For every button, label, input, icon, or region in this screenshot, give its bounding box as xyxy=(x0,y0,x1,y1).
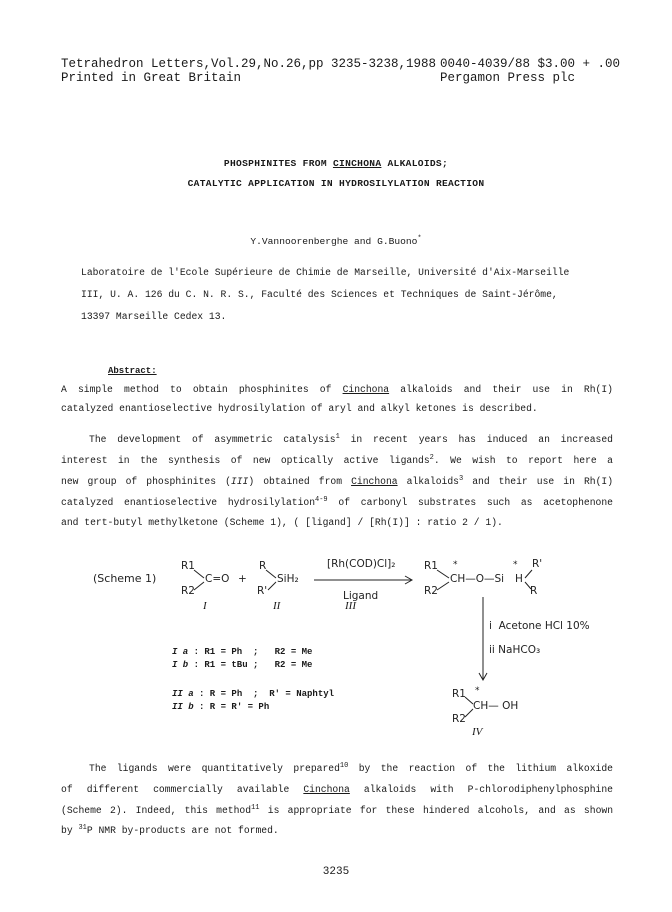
alcohol-r2: R2 xyxy=(452,713,466,725)
def-IIa: II a : R = Ph ; R' = Naphtyl xyxy=(172,689,335,699)
product-r1: R1 xyxy=(424,560,438,572)
compound-number-I: I xyxy=(203,600,207,612)
compound-number-III: III xyxy=(345,600,356,612)
catalyst-label: [Rh(COD)Cl]₂ xyxy=(327,558,396,570)
ligand-label: Ligand xyxy=(343,590,379,602)
step-2: ii NaHCO₃ xyxy=(489,644,541,656)
product-si-h: H xyxy=(515,573,523,585)
abstract-line-2: catalyzed enantioselective hydrosilylation of aryl and alkyl ketones is described. xyxy=(61,403,538,414)
ketone-co: C=O xyxy=(205,573,230,585)
product-si-r: R xyxy=(530,585,538,597)
def-IIb: II b : R = R' = Ph xyxy=(172,702,270,712)
para1-line-1: The development of asymmetric catalysis$^1$ in recent years has induced an increased xyxy=(89,432,613,445)
para1-line-5: and tert-butyl methylketone (Scheme 1), ( [ligand] / [Rh(I)] : ratio 2 / 1). xyxy=(61,517,503,528)
title-line-1: PHOSPHINITES FROM CINCHONA ALKALOIDS; xyxy=(223,158,449,169)
para1-line-2: interest in the synthesis of new optically active ligands$^2$. We wish to report here a xyxy=(61,453,613,466)
para1-line-3: new group of phosphinites (III) obtained from Cinchona alkaloids$^3$ and their use in Rh(I) xyxy=(61,474,614,487)
para1-line-4: catalyzed enantioselective hydrosilylation$^{4-9}$ of carbonyl substrates such as acetophenone xyxy=(61,495,613,508)
para2-line-1: The ligands were quantitatively prepared$^{10}$ by the reaction of the lithium alkoxide xyxy=(89,761,613,774)
ketone-r1: R1 xyxy=(181,560,195,572)
para2-line-2: of different commercially available Cinchona alkaloids with P-chlorodiphenylphosphine xyxy=(61,784,613,795)
def-Ia: I a : R1 = Ph ; R2 = Me xyxy=(172,647,313,657)
printed-in: Printed in Great Britain xyxy=(61,71,242,85)
ketone-r2: R2 xyxy=(181,585,195,597)
publisher: Pergamon Press plc xyxy=(440,71,576,85)
affiliation-line-2: III, U. A. 126 du C. N. R. S., Faculté des Sciences et Techniques de Saint-Jérôme, xyxy=(81,289,558,300)
alcohol-r1: R1 xyxy=(452,688,466,700)
abstract-line-1: A simple method to obtain phosphinites of Cinchona alkaloids and their use in Rh(I) xyxy=(61,384,613,395)
silane-rp: R' xyxy=(257,585,268,597)
journal-citation: Tetrahedron Letters,Vol.29,No.26,pp 3235-3238,1988 xyxy=(61,57,437,71)
product-si-rp: R' xyxy=(532,558,543,570)
affiliation-line-1: Laboratoire de l'Ecole Supérieure de Chimie de Marseille, Université d'Aix-Marseille xyxy=(81,267,570,278)
stereo-star-3: * xyxy=(475,686,480,696)
para2-line-4: by $^{31}$P NMR by-products are not formed. xyxy=(61,823,279,836)
silane-sih2: SiH₂ xyxy=(277,573,299,585)
para2-line-3: (Scheme 2). Indeed, this method$^{11}$ is appropriate for these hindered alcohols, and as shown xyxy=(61,803,614,816)
compound-number-II: II xyxy=(273,600,281,612)
affiliation-line-3: 13397 Marseille Cedex 13. xyxy=(81,311,227,322)
stereo-star-1: * xyxy=(453,560,458,570)
scheme-label: (Scheme 1) xyxy=(93,572,157,585)
alcohol-chain: CH— OH xyxy=(473,700,519,712)
plus-sign: + xyxy=(238,573,247,585)
compound-number-IV: IV xyxy=(472,726,483,738)
title-line-2: CATALYTIC APPLICATION IN HYDROSILYLATION REACTION xyxy=(187,178,485,189)
product-chain: CH—O—Si xyxy=(450,573,505,585)
product-r2: R2 xyxy=(424,585,438,597)
def-Ib: I b : R1 = tBu ; R2 = Me xyxy=(172,660,313,670)
abstract-heading: Abstract: xyxy=(108,366,157,376)
silane-r: R xyxy=(259,560,267,572)
stereo-star-2: * xyxy=(513,560,518,570)
issn-price: 0040-4039/88 $3.00 + .00 xyxy=(440,57,621,71)
step-1: i Acetone HCl 10% xyxy=(489,620,590,632)
authors: Y.Vannoorenberghe and G.Buono* xyxy=(250,234,422,247)
page-number: 3235 xyxy=(322,866,350,878)
